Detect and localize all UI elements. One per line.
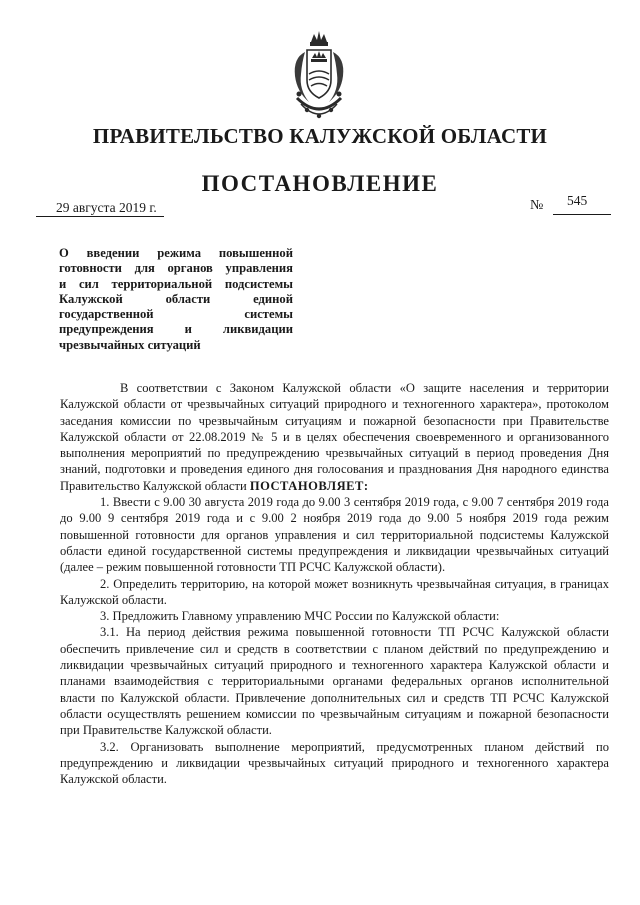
- preamble-text: В соответствии с Законом Калужской области «О защите населения и территории Калужской области от чрезвычайных ситуаций природного и техногенного характера», протоколом заседания комиссии по чрезвычайным ситуациям и пожарной безопасности при Правительстве Калужской области от 22.08.2019 № 5 и в целях обеспечения своевременного и организованного выполнения мероприятий по предупреждению чрезвычайных ситуаций в период проведения Дня знаний, подготовки и проведения единого дня голосования и празднования Дня народного единства Правительство Калужской области: [60, 381, 609, 493]
- paragraph-3-1: 3.1. На период действия режима повышенной готовности ТП РСЧС Калужской области обеспечить привлечение сил и средств в соответствии с планом действий по предупреждению и ликвидации чрезвычайных ситуаций природного и техногенного характера Калужской области и планами взаимодействия с территориальными органами федеральных органов исполнительной власти по Калужской области. Привлечение дополнительных сил и средств ТП РСЧС Калужской области осуществлять решением комиссии по чрезвычайным ситуациям и пожарной безопасности при Правительстве Калужской области.: [60, 625, 609, 738]
- kaluga-coat-of-arms-icon: [287, 28, 351, 124]
- date-underline: [36, 216, 164, 217]
- document-body: [60, 380, 609, 787]
- subject-line: государственной системы: [59, 307, 293, 322]
- paragraph-3-2: 3.2. Организовать выполнение мероприятий, предусмотренных планом действий по предупреждению и ликвидации чрезвычайных ситуаций природного и техногенного характера Калужской области.: [60, 739, 609, 787]
- document-type-title: ПОСТАНОВЛЕНИЕ: [201, 171, 439, 196]
- subject-line: и сил территориальной подсистемы: [59, 276, 293, 291]
- subject-line: предупреждения и ликвидации: [59, 322, 293, 337]
- document-date: 29 августа 2019 г.: [56, 200, 157, 215]
- subject-line: Калужской области единой: [59, 291, 293, 306]
- number-underline: [553, 214, 611, 215]
- decree-word: ПОСТАНОВЛЯЕТ:: [249, 478, 369, 493]
- document-subject: [59, 246, 293, 353]
- government-title: ПРАВИТЕЛЬСТВО КАЛУЖСКОЙ ОБЛАСТИ: [92, 124, 548, 148]
- paragraph-1: 1. Ввести с 9.00 30 августа 2019 года до 9.00 3 сентября 2019 года, с 9.00 7 сентября 2019 года до 9.00 9 сентября 2019 года и с 9.00 2 ноября 2019 года до 9.00 5 ноября 2019 года режим повышенной готовности для органов управления и сил территориальной подсистемы Калужской области единой государственной системы предупреждения и ликвидации чрезвычайных ситуаций (далее – режим повышенной готовности ТП РСЧС Калужской области).: [60, 495, 609, 575]
- document-number: 545: [567, 193, 588, 208]
- paragraph-2: 2. Определить территорию, на которой может возникнуть чрезвычайная ситуация, в границах Калужской области.: [60, 576, 609, 607]
- number-label: №: [530, 198, 544, 213]
- paragraph-3: 3. Предложить Главному управлению МЧС России по Калужской области:: [100, 609, 500, 624]
- subject-line: чрезвычайных ситуаций: [59, 337, 201, 352]
- preamble-paragraph: [60, 380, 609, 494]
- subject-line: О введении режима повышенной: [59, 246, 293, 260]
- subject-line: готовности для органов управления: [59, 261, 293, 276]
